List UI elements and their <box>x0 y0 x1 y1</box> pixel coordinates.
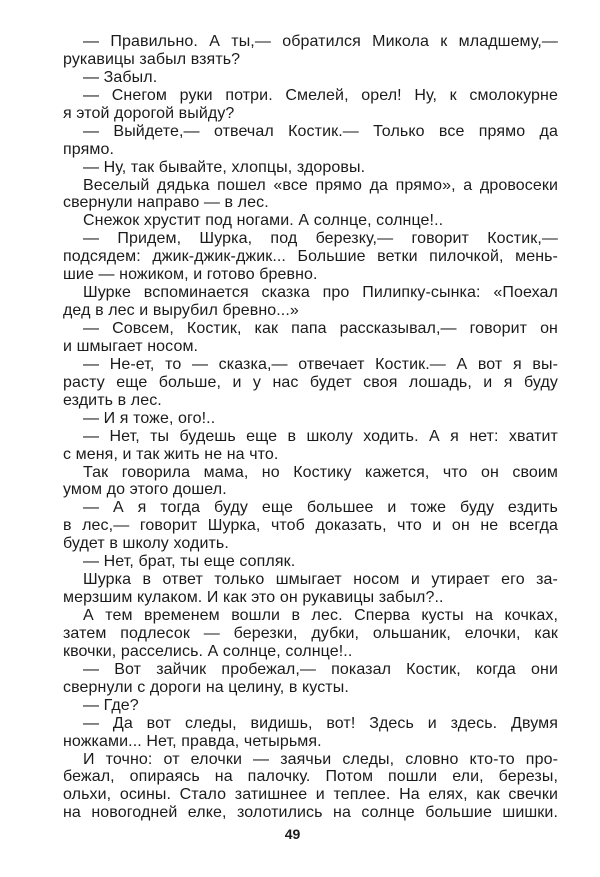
text-line: мерзшим кулаком. И как это он рукавицы забыл?.. <box>63 589 444 607</box>
paragraph <box>63 571 558 607</box>
text-line: — Правильно. А ты,— обратился Микола к младшему,— <box>83 33 558 50</box>
text-line: Так говорила мама, но Костику кажется, что он своим <box>83 463 558 481</box>
text-line: дед в лес и вырубил бревно...» <box>63 302 299 320</box>
paragraph <box>63 553 558 571</box>
text-line: ножками... Нет, правда, четырьмя. <box>63 732 322 750</box>
text-line: будет в школу ходить. <box>63 535 229 553</box>
text-line: — Придем, Шурка, под березку,— говорит Костик,— <box>83 230 558 248</box>
text-line: прямо. <box>63 140 114 158</box>
paragraph <box>63 697 558 715</box>
paragraph <box>63 356 558 410</box>
text-line: и шмыгает носом. <box>63 337 199 355</box>
text-line: свернули направо — в лес. <box>63 194 269 212</box>
text-line: — Не-ет, то — сказка,— отвечает Костик.— А вот я вы- <box>83 355 558 373</box>
paragraph <box>63 69 558 87</box>
paragraph <box>63 499 558 553</box>
paragraph <box>63 320 558 356</box>
text-line: ездить в лес. <box>63 391 162 409</box>
paragraph <box>63 212 558 230</box>
page-number: 49 <box>284 826 301 842</box>
paragraph <box>63 177 558 213</box>
text-line: свернули с дороги на целину, в кусты. <box>63 678 349 696</box>
paragraph <box>63 123 558 159</box>
text-line: шие — ножиком, и готово бревно. <box>63 266 318 284</box>
text-line: — Выйдете,— отвечал Костик.— Только все прямо да <box>83 122 558 140</box>
paragraph <box>63 428 558 464</box>
paragraph <box>63 715 558 751</box>
text-line: — Да вот следы, видишь, вот! Здесь и здесь. Двумя <box>83 714 558 732</box>
paragraph <box>63 159 558 177</box>
text-line: — Вот зайчик пробежал,— показал Костик, когда они <box>83 660 558 678</box>
text-line: Веселый дядька пошел «все прямо да прямо», а дровосеки <box>83 176 558 194</box>
text-line: бежал, опираясь на палочку. Потом пошли ели, березы, <box>63 768 558 786</box>
text-line: рукавицы забыл взять? <box>63 50 241 68</box>
text-line: с меня, и так жить не на что. <box>63 445 279 463</box>
text-line: Шурке вспоминается сказка про Пилипку-сынка: «Поехал <box>83 284 558 302</box>
paragraph <box>63 87 558 123</box>
text-line: — Ну, так бывайте, хлопцы, здоровы. <box>83 158 366 176</box>
paragraph <box>63 284 558 320</box>
paragraph <box>63 230 558 284</box>
text-line: умом до этого дошел. <box>63 481 227 499</box>
text-line: я этой дорогой выйду? <box>63 104 235 122</box>
paragraph <box>63 33 558 69</box>
paragraph <box>63 607 558 661</box>
paragraph <box>63 410 558 428</box>
text-line: затем подлесок — березки, дубки, ольшаник, елочки, как <box>63 624 558 642</box>
text-line: расту еще больше, и у нас будет своя лошадь, и я буду <box>63 373 558 391</box>
text-line: И точно: от елочки — заячьи следы, словно кто-то про- <box>83 750 558 768</box>
text-line: Снежок хрустит под ногами. А солнце, солнце!.. <box>83 212 444 230</box>
text-line: на новогодней елке, золотились на солнце большие шишки. <box>63 804 558 822</box>
text-line: А тем временем вошли в лес. Сперва кусты на кочках, <box>83 607 558 624</box>
text-line: квочки, расселись. А солнце, солнце!.. <box>63 642 353 660</box>
page-body-text <box>63 33 558 822</box>
text-line: — И я тоже, ого!.. <box>83 409 216 427</box>
paragraph <box>63 751 558 823</box>
text-line: ольхи, осины. Стало затишнее и теплее. На елях, как свечки <box>63 786 558 804</box>
text-line: в лес,— говорит Шурка, чтоб доказать, что и он не всегда <box>63 517 558 535</box>
text-line: — А я тогда буду еще большее и тоже буду ездить <box>83 499 558 517</box>
text-line: — Снегом руки потри. Смелей, орел! Ну, к смолокурне <box>83 86 558 104</box>
text-line: — Совсем, Костик, как папа рассказывал,— говорит он <box>83 320 558 337</box>
text-line: — Нет, ты будешь еще в школу ходить. А я нет: хватит <box>83 427 558 445</box>
text-line: подсядем: джик-джик-джик... Большие ветки пилочкой, мень- <box>63 248 558 266</box>
text-line: — Нет, брат, ты еще сопляк. <box>83 553 296 571</box>
text-line: — Где? <box>83 696 139 714</box>
text-line: Шурка в ответ только шмыгает носом и утирает его за- <box>83 571 558 589</box>
paragraph <box>63 464 558 500</box>
paragraph <box>63 661 558 697</box>
text-line: — Забыл. <box>83 68 158 86</box>
